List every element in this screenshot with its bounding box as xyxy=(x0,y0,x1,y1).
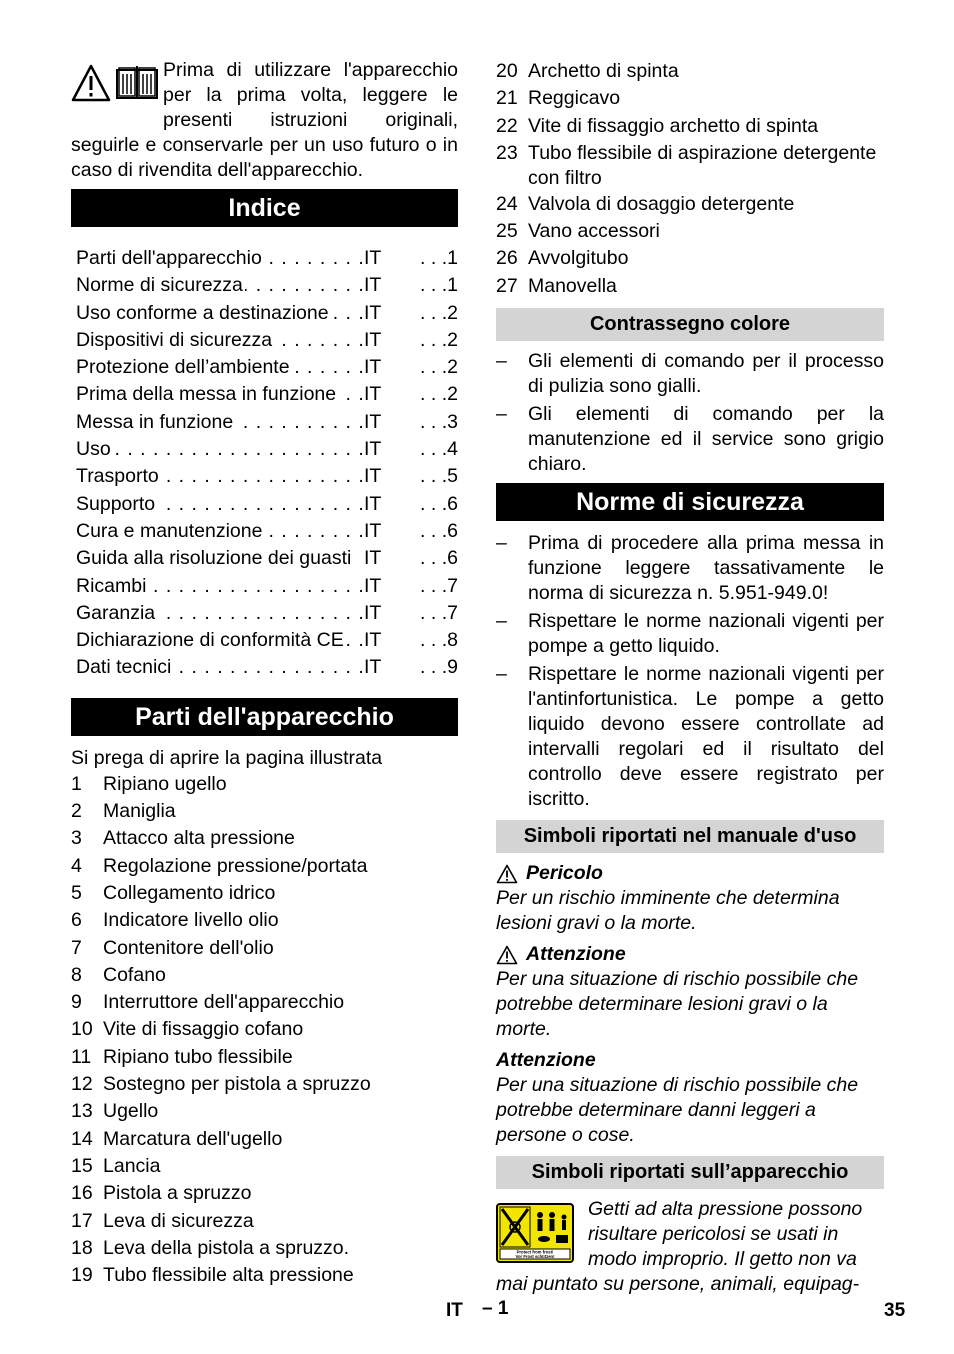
pericolo-title: Pericolo xyxy=(526,862,603,885)
frost-warning-block xyxy=(496,1197,884,1297)
toc-title xyxy=(76,300,364,327)
list-item xyxy=(71,880,458,907)
list-item-number: 15 xyxy=(71,1154,93,1177)
section-heading-contrassegno: Contrassegno colore xyxy=(496,308,884,341)
list-item-text: Sostegno per pistola a spruzzo xyxy=(103,1073,371,1096)
toc-title xyxy=(76,491,364,518)
toc-dots: . . . xyxy=(420,274,448,297)
toc-page xyxy=(408,518,458,545)
toc-dots: . . . xyxy=(420,547,448,570)
list-item xyxy=(496,113,884,140)
frost-warning-text: Getti ad alta pressione possono risultare pericolosi se usati in modo improprio. Il getto non va mai puntato su persone, animali, equipag- xyxy=(496,1198,863,1296)
list-item-text: Tubo flessibile alta pressione xyxy=(103,1264,354,1287)
list-item xyxy=(71,1126,458,1153)
toc-lang: IT xyxy=(364,547,382,570)
warning-triangle-icon xyxy=(71,64,111,102)
footer-language: IT xyxy=(446,1300,463,1321)
toc-title-text: Dispositivi di sicurezza xyxy=(76,328,273,351)
list-item-number: 9 xyxy=(71,991,82,1014)
attenzione-title-1: Attenzione xyxy=(526,943,626,966)
toc-page-number: 6 xyxy=(447,519,458,542)
toc-title-text: Dati tecnici xyxy=(76,656,172,679)
list-item-text: Vano accessori xyxy=(528,220,660,243)
list-item-number: 26 xyxy=(496,247,518,270)
list-item xyxy=(496,273,884,300)
list-item-text: Prima di procedere alla prima messa in funzione leggere tassativamente le norma di sicurezza n. 5.951-949.0! xyxy=(528,532,884,605)
toc-page-number: 6 xyxy=(447,547,458,570)
toc-page-number: 1 xyxy=(447,247,458,269)
list-item-number: 20 xyxy=(496,60,518,82)
list-item-number: 21 xyxy=(496,87,518,110)
toc-title xyxy=(76,463,364,490)
list-item-number: 4 xyxy=(71,854,82,877)
warning-triangle-icon xyxy=(496,864,518,884)
list-item-text: Cofano xyxy=(103,963,166,986)
toc-dots: . . . xyxy=(420,519,448,542)
list-item xyxy=(71,1071,458,1098)
toc-lang: IT xyxy=(364,274,382,297)
list-item-number: 11 xyxy=(71,1045,92,1068)
list-item-text: Reggicavo xyxy=(528,87,621,110)
dash-bullet: – xyxy=(496,350,507,373)
toc-page-number: 4 xyxy=(447,438,458,461)
toc-title xyxy=(76,354,364,381)
toc-page-number: 6 xyxy=(447,492,458,515)
toc-title xyxy=(76,627,364,654)
toc-row xyxy=(71,245,458,272)
toc-dots: . . . xyxy=(420,656,448,679)
list-item-number: 17 xyxy=(71,1209,93,1232)
toc-page xyxy=(408,491,458,518)
list-item-text: Lancia xyxy=(103,1154,161,1177)
list-item-text: Gli elementi di comando per la manutenzione ed il service sono grigio chiaro. xyxy=(528,403,884,476)
toc-title-text: Uso conforme a destinazione xyxy=(76,301,329,324)
dash-bullet: – xyxy=(496,403,507,426)
section-heading-parti: Parti dell'apparecchio xyxy=(71,698,458,736)
toc-lang: IT xyxy=(364,492,382,515)
attenzione-title-2: Attenzione xyxy=(496,1049,596,1072)
list-item xyxy=(71,771,458,798)
list-item-number: 6 xyxy=(71,909,82,932)
safety-rules-list xyxy=(496,531,884,812)
frost-label-line-1: Protect from frost! xyxy=(516,1249,554,1255)
toc-title xyxy=(76,245,364,272)
list-item-number: 5 xyxy=(71,881,82,904)
toc-page xyxy=(408,654,458,681)
toc-title-text: Protezione dell’ambiente xyxy=(76,356,290,379)
left-column xyxy=(71,58,458,1289)
toc-page-number: 8 xyxy=(447,629,458,652)
list-item xyxy=(71,1208,458,1235)
toc-dots: . . . xyxy=(420,301,448,324)
toc-page-number: 2 xyxy=(447,328,458,351)
list-item xyxy=(496,609,884,659)
toc-title xyxy=(76,381,364,408)
toc-row xyxy=(71,381,458,408)
toc-lang: IT xyxy=(364,356,382,379)
toc-title-text: Parti dell'apparecchio xyxy=(76,247,262,269)
list-item-number: 13 xyxy=(71,1100,93,1123)
toc-row xyxy=(71,654,458,681)
toc-page-number: 5 xyxy=(447,465,458,488)
list-item-number: 1 xyxy=(71,772,82,795)
list-item xyxy=(496,85,884,112)
toc-row xyxy=(71,545,458,572)
toc-title-text: Ricambi xyxy=(76,574,147,597)
toc-title xyxy=(76,436,364,463)
list-item-text: Leva di sicurezza xyxy=(103,1209,254,1232)
toc-page xyxy=(408,245,458,272)
list-item xyxy=(496,402,884,477)
list-item-number: 25 xyxy=(496,220,518,243)
list-item-number: 14 xyxy=(71,1127,93,1150)
list-item xyxy=(71,1153,458,1180)
list-item-number: 2 xyxy=(71,800,82,823)
list-item-number: 23 xyxy=(496,141,518,164)
intro-text: Prima di utilizzare l'apparecchio per la prima volta, leggere le presenti istruzioni originali, seguirle e conservarle per un uso futuro o in caso di rivendita dell'apparecchio. xyxy=(71,59,458,181)
list-item xyxy=(71,989,458,1016)
toc-title xyxy=(76,573,364,600)
toc-lang: IT xyxy=(364,328,382,351)
toc-lang: IT xyxy=(364,574,382,597)
section-heading-simboli-manuale: Simboli riportati nel manuale d'uso xyxy=(496,820,884,853)
list-item xyxy=(71,1098,458,1125)
list-item-text: Vite di fissaggio archetto di spinta xyxy=(528,114,819,137)
toc-page-number: 2 xyxy=(447,383,458,406)
toc-title xyxy=(76,600,364,627)
list-item-text: Leva della pistola a spruzzo. xyxy=(103,1236,350,1259)
list-item-text: Collegamento idrico xyxy=(103,881,276,904)
toc-title-text: Cura e manutenzione xyxy=(76,519,263,542)
toc-page xyxy=(408,463,458,490)
color-code-list xyxy=(496,349,884,477)
list-item xyxy=(71,853,458,880)
toc-dots: . . . xyxy=(420,574,448,597)
list-item-text: Ripiano ugello xyxy=(103,772,227,795)
list-item-text: Gli elementi di comando per il processo di pulizia sono gialli. xyxy=(528,350,884,398)
toc-dots: . . . xyxy=(420,629,448,652)
list-item xyxy=(71,935,458,962)
list-item xyxy=(71,1235,458,1262)
toc-dots: . . . xyxy=(420,492,448,515)
attenzione-heading-1 xyxy=(496,942,884,967)
toc-dots: . . . xyxy=(420,383,448,406)
attenzione-text-2: Per una situazione di rischio possibile che potrebbe determinare danni leggeri a persone o cose. xyxy=(496,1074,859,1147)
toc-row xyxy=(71,491,458,518)
toc-title-text: Supporto xyxy=(76,492,156,515)
toc-lang: IT xyxy=(364,656,382,679)
toc-row xyxy=(71,573,458,600)
list-item-text: Maniglia xyxy=(103,800,176,823)
list-item-number: 8 xyxy=(71,963,82,986)
warning-triangle-icon xyxy=(496,945,518,965)
list-item xyxy=(71,1180,458,1207)
toc-dots: . . . xyxy=(420,247,448,269)
section-heading-simboli-apparecchio: Simboli riportati sull’apparecchio xyxy=(496,1156,884,1189)
toc-title xyxy=(76,327,364,354)
toc-page xyxy=(408,600,458,627)
toc-page-number: 3 xyxy=(447,410,458,433)
list-item xyxy=(71,798,458,825)
toc-dots: . . . xyxy=(420,438,448,461)
list-item-number: 18 xyxy=(71,1236,93,1259)
toc-lang: IT xyxy=(364,383,382,406)
list-item-text: Indicatore livello olio xyxy=(103,909,279,932)
list-item-number: 27 xyxy=(496,274,518,297)
list-item-text: Ripiano tubo flessibile xyxy=(103,1045,293,1068)
toc-dots: . . . xyxy=(420,328,448,351)
high-pressure-frost-warning-icon xyxy=(496,1203,574,1263)
toc-title xyxy=(76,518,364,545)
toc-lang: IT xyxy=(364,465,382,488)
list-item xyxy=(71,1044,458,1071)
footer-section-page: – 1 xyxy=(482,1298,509,1319)
list-item-text: Valvola di dosaggio detergente xyxy=(528,192,795,215)
list-item xyxy=(496,245,884,272)
toc-lang: IT xyxy=(364,438,382,461)
pericolo-text: Per un rischio imminente che determina lesioni gravi o la morte. xyxy=(496,887,840,935)
toc-title-text: Garanzia xyxy=(76,601,156,624)
list-item xyxy=(71,962,458,989)
toc-page-number: 2 xyxy=(447,356,458,379)
toc-dots: . . . xyxy=(420,356,448,379)
toc-title xyxy=(76,545,364,572)
list-item xyxy=(71,907,458,934)
list-item-number: 19 xyxy=(71,1264,93,1287)
open-manual-icon xyxy=(115,64,159,102)
list-item xyxy=(71,1262,458,1289)
toc-row xyxy=(71,354,458,381)
toc-title-text: Prima della messa in funzione xyxy=(76,383,337,406)
list-item-text: Rispettare le norme nazionali vigenti per l'antinfortunistica. Le pompe a getto liquido devono essere controllate ad intervalli regolari ed il risultato del controllo deve essere registrato per iscritto. xyxy=(528,663,884,811)
dash-bullet: – xyxy=(496,610,507,633)
list-item xyxy=(496,531,884,606)
frost-label-line-2: Vor Frost schützen! xyxy=(515,1254,555,1260)
toc-dots: . . . xyxy=(420,601,448,624)
toc-lang: IT xyxy=(364,601,382,624)
toc-page xyxy=(408,409,458,436)
list-item xyxy=(496,191,884,218)
section-heading-indice: Indice xyxy=(71,189,458,227)
list-item-number: 12 xyxy=(71,1073,93,1096)
toc-page-number: 9 xyxy=(447,656,458,679)
list-item xyxy=(496,349,884,399)
attenzione-heading-2 xyxy=(496,1048,884,1073)
toc-page xyxy=(408,545,458,572)
toc-row xyxy=(71,600,458,627)
toc-page-number: 1 xyxy=(447,274,458,297)
parts-list-right xyxy=(496,58,884,300)
toc-lang: IT xyxy=(364,519,382,542)
toc-dots: . . . xyxy=(420,465,448,488)
table-of-contents xyxy=(71,245,458,682)
toc-title-text: Trasporto xyxy=(76,465,159,488)
toc-row xyxy=(71,436,458,463)
toc-title xyxy=(76,409,364,436)
toc-lang: IT xyxy=(364,410,382,433)
toc-title xyxy=(76,654,364,681)
attenzione-text-1: Per una situazione di rischio possibile che potrebbe determinare lesioni gravi o la morte. xyxy=(496,968,859,1041)
dash-bullet: – xyxy=(496,532,507,555)
list-item-text: Contenitore dell'olio xyxy=(103,936,274,959)
toc-title-text: Messa in funzione xyxy=(76,410,234,433)
list-item-text: Archetto di spinta xyxy=(528,60,679,82)
toc-page xyxy=(408,272,458,299)
toc-page xyxy=(408,627,458,654)
toc-page xyxy=(408,300,458,327)
footer-page-number: 35 xyxy=(884,1300,906,1321)
list-item xyxy=(496,662,884,812)
toc-row xyxy=(71,327,458,354)
toc-row xyxy=(71,518,458,545)
section-heading-norme: Norme di sicurezza xyxy=(496,483,884,521)
list-item-text: Marcatura dell'ugello xyxy=(103,1127,283,1150)
toc-title-text: Norme di sicurezza xyxy=(76,274,243,297)
toc-page-number: 7 xyxy=(447,574,458,597)
toc-title-text: Dichiarazione di conformità CE xyxy=(76,629,344,652)
list-item-text: Vite di fissaggio cofano xyxy=(103,1018,304,1041)
toc-page-number: 2 xyxy=(447,301,458,324)
list-item-text: Regolazione pressione/portata xyxy=(103,854,368,877)
list-item-number: 22 xyxy=(496,114,518,137)
toc-lang: IT xyxy=(364,301,382,324)
toc-title xyxy=(76,272,364,299)
toc-lang: IT xyxy=(364,629,382,652)
list-item xyxy=(496,140,884,191)
list-item xyxy=(71,825,458,852)
toc-row xyxy=(71,409,458,436)
list-item xyxy=(71,1016,458,1043)
list-item-number: 16 xyxy=(71,1182,93,1205)
list-item-text: Manovella xyxy=(528,274,617,297)
dash-bullet: – xyxy=(496,663,507,686)
list-item-text: Tubo flessibile di aspirazione detergente con filtro xyxy=(528,141,877,189)
list-item-number: 7 xyxy=(71,936,82,959)
toc-title-text: Guida alla risoluzione dei guasti xyxy=(76,547,352,570)
toc-lang: IT xyxy=(364,247,382,269)
toc-page xyxy=(408,327,458,354)
toc-row xyxy=(71,272,458,299)
list-item xyxy=(496,58,884,85)
toc-title-text: Uso xyxy=(76,438,111,461)
list-item-number: 24 xyxy=(496,192,518,215)
toc-page xyxy=(408,436,458,463)
list-item-number: 10 xyxy=(71,1018,93,1041)
pericolo-heading xyxy=(496,861,884,886)
toc-page-number: 7 xyxy=(447,601,458,624)
toc-dots: . . . xyxy=(420,410,448,433)
list-item-number: 3 xyxy=(71,827,82,850)
list-item-text: Interruttore dell'apparecchio xyxy=(103,991,345,1014)
toc-row xyxy=(71,463,458,490)
toc-page xyxy=(408,354,458,381)
right-column xyxy=(496,58,884,1297)
list-item xyxy=(496,218,884,245)
toc-row xyxy=(71,627,458,654)
list-item-text: Attacco alta pressione xyxy=(103,827,295,850)
intro-block xyxy=(71,58,458,183)
intro-icons xyxy=(71,58,163,114)
list-item-text: Avvolgitubo xyxy=(528,247,629,270)
toc-page xyxy=(408,381,458,408)
list-item-text: Rispettare le norme nazionali vigenti per pompe a getto liquido. xyxy=(528,610,884,658)
parts-list-left xyxy=(71,771,458,1290)
toc-page xyxy=(408,573,458,600)
list-item-text: Pistola a spruzzo xyxy=(103,1182,252,1205)
parti-intro: Si prega di aprire la pagina illustrata xyxy=(71,746,383,769)
list-item-text: Ugello xyxy=(103,1100,159,1123)
toc-row xyxy=(71,300,458,327)
